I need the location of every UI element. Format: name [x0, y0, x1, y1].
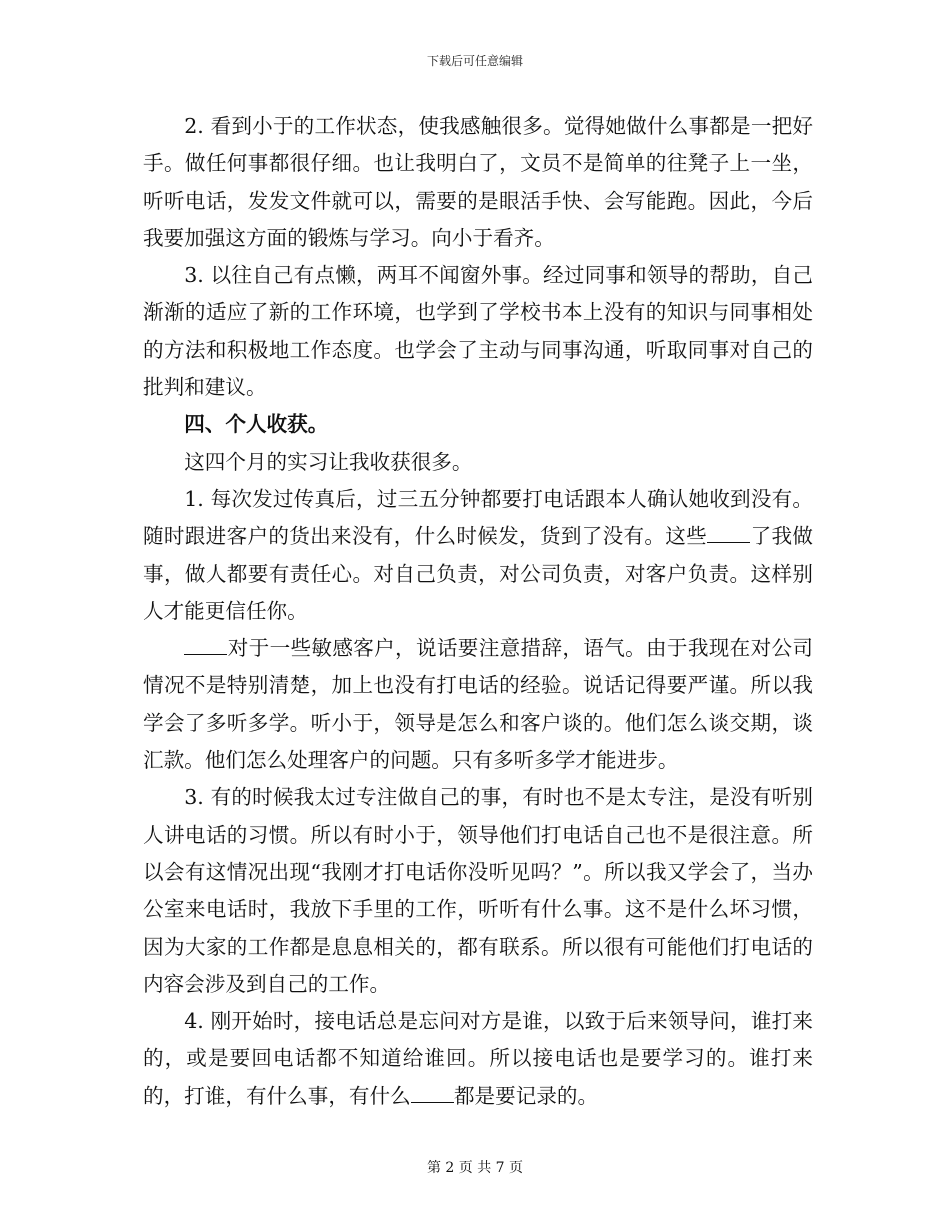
text-after-blank: 都是要记录的。	[453, 1083, 599, 1108]
text-before-blank: 4. 刚开始时，接电话总是忘问对方是谁，以致于后来领导问，谁打来的，或是要回电话都不知道给谁回。所以接电话也是要学习的。谁打来的，打谁，有什么事，有什么	[143, 1009, 813, 1108]
text-after-blank: 对于一些敏感客户，说话要注意措辞，语气。由于我现在对公司情况不是特别清楚，加上也没有打电话的经验。说话记得要严谨。所以我学会了多听多学。听小于，领导是怎么和客户谈的。他们怎么谈交期，谈汇款。他们怎么处理客户的问题。只有多听多学才能进步。	[143, 636, 813, 773]
page-footer: 第 2 页 共 7 页	[426, 1160, 524, 1176]
text-after-blank: 了我做事，做人都要有责任心。对自己负责，对公司负责，对客户负责。这样别人才能更信任你。	[143, 524, 814, 623]
paragraph-item-2: 2. 看到小于的工作状态，使我感触很多。觉得她做什么事都是一把好手。做任何事都很仔细。也让我明白了，文员不是简单的往凳子上一坐，听听电话，发发文件就可以，需要的是眼活手快、会写能跑。因此，今后我要加强这方面的锻炼与学习。向小于看齐。	[143, 114, 813, 250]
fill-blank	[707, 523, 750, 544]
section-heading: 四、个人收获。	[184, 412, 329, 437]
fill-blank	[411, 1082, 454, 1103]
document-body	[143, 108, 813, 1115]
paragraph-item-4	[143, 1003, 813, 1115]
paragraph-item-2b	[143, 630, 813, 779]
paragraph-item-3b: 3. 有的时候我太过专注做自己的事，有时也不是太专注，是没有听别人讲电话的习惯。所以有时小于，领导他们打电话自己也不是很注意。所以会有这情况出现“我刚才打电话你没听见吗？”。所以我又学会了，当办公室来电话时，我放下手里的工作，听听有什么事。这不是什么坏习惯，因为大家的工作都是息息相关的，都有联系。所以很有可能他们打电话的内容会涉及到自己的工作。	[143, 785, 813, 996]
paragraph-item-1	[143, 481, 813, 630]
paragraph-item-3: 3. 以往自己有点懒，两耳不闻窗外事。经过同事和领导的帮助，自己渐渐的适应了新的工作环境，也学到了学校书本上没有的知识与同事相处的方法和积极地工作态度。也学会了主动与同事沟通，听取同事对自己的批判和建议。	[143, 263, 813, 400]
paragraph-intro: 这四个月的实习让我收获很多。	[184, 449, 473, 474]
text-before-blank: 1. 每次发过传真后，过三五分钟都要打电话跟本人确认她收到没有。随时跟进客户的货出来没有，什么时候发，货到了没有。这些	[143, 486, 813, 549]
page-header: 下载后可任意编辑	[426, 54, 523, 68]
fill-blank	[184, 635, 227, 656]
